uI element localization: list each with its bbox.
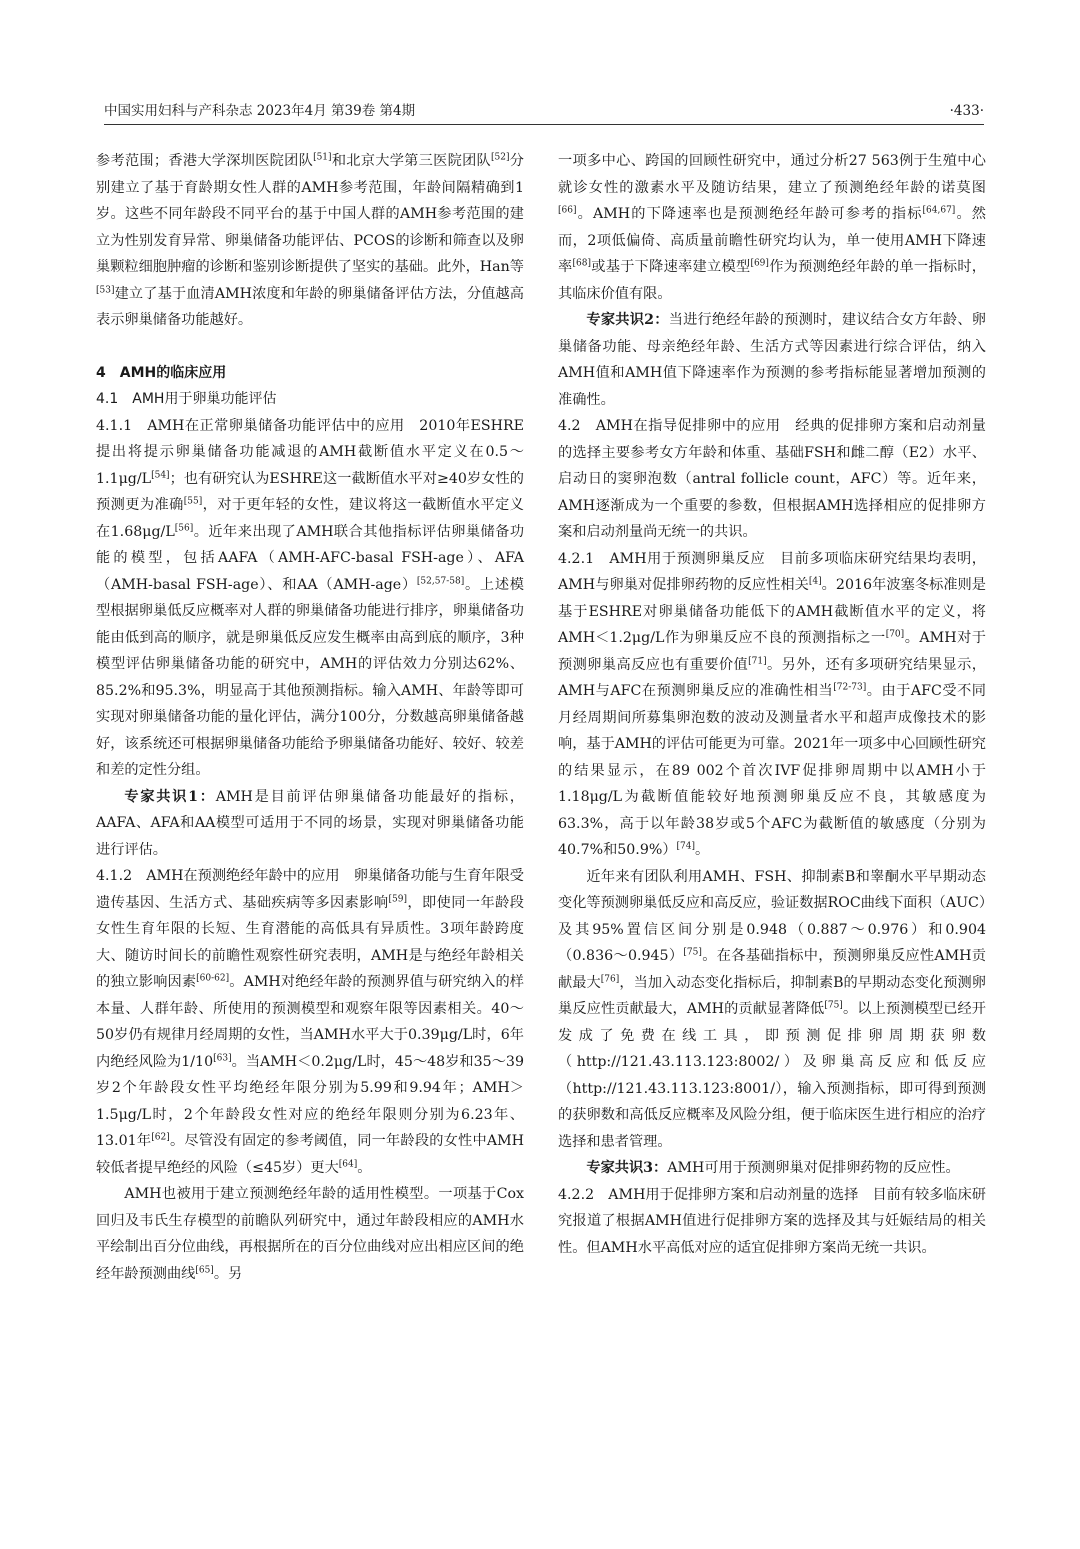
subsection-heading-4-2-2: 4.2.2 AMH用于促排卵方案和启动剂量的选择 (558, 1186, 859, 1203)
citation: [55] (183, 496, 203, 507)
page-number: ·433· (949, 103, 984, 119)
citation: [64,67] (922, 205, 956, 216)
citation: [66] (558, 205, 577, 216)
consensus-label: 专家共识3： (586, 1160, 668, 1176)
citation: [62] (151, 1132, 170, 1143)
citation: [71] (748, 655, 767, 666)
right-column (558, 148, 986, 1261)
running-header (104, 100, 984, 122)
citation: [63] (213, 1052, 232, 1063)
expert-consensus-3: 专家共识3：AMH可用于预测卵巢对促排卵药物的反应性。 (586, 1160, 960, 1176)
citation: [74] (676, 841, 696, 852)
citation: [76] (600, 973, 620, 984)
expert-consensus-1: 专家共识1：AMH是目前评估卵巢储备功能最好的指标，AAFA、AFA和AA模型可适用于不同的场景，实现对卵巢储备功能进行评估。 (96, 788, 524, 858)
subsection-heading-4-2-1: 4.2.1 AMH用于预测卵巢反应 (558, 550, 766, 567)
paragraph-reference-ranges: 参考范围；香港大学深圳医院团队[51]和北京大学第三医院团队[52]分别建立了基于育龄期女性人群的AMH参考范围，年龄间隔精确到1岁。这些不同年龄段不同平台的基于中国人群的AMH参考范围的建立为性别发育异常、卵巢储备功能评估、PCOS的诊断和筛查以及卵巢颗粒细胞肿瘤的诊断和鉴别诊断提供了坚实的基础。此外，Han等[53]建立了基于血清AMH浓度和年龄的卵巢储备评估方法，分值越高表示卵巢储备功能越好。 (96, 152, 524, 328)
citation: [51] (313, 152, 332, 163)
paragraph-4-1-2: 4.1.2 AMH在预测绝经年龄中的应用 卵巢储备功能与生育年限受遗传基因、生活方式、基础疾病等多因素影响[59]，即使同一年龄段女性生育年限的长短、生育潜能的高低具有异质性。3项年龄跨度大、随访时间长的前瞻性观察性研究表明，AMH是与绝经年龄相关的独立影响因素[60-62]。AMH对绝经年龄的预测界值与研究纳入的样本量、人群年龄、所使用的预测模型和观察年限等因素相关。40～50岁仍有规律月经周期的女性，当AMH水平大于0.39μg/L时，6年内绝经风险为1/10[63]。当AMH＜0.2μg/L时，45～48岁和35～39岁2个年龄段女性平均绝经年限分别为5.99和9.94年；AMH＞1.5μg/L时，2个年龄段女性对应的绝经年限则分别为6.23年、13.01年[62]。尽管没有固定的参考阈值，同一年龄段的女性中AMH较低者提早绝经的风险（≤45岁）更大[64]。 (96, 868, 524, 1176)
citation: [52] (491, 152, 510, 163)
citation: [72-73] (833, 682, 867, 693)
consensus-label: 专家共识1： (124, 788, 216, 805)
citation: [56] (174, 522, 194, 533)
section-heading-4-2: 4.2 AMH在指导促排卵中的应用 (558, 418, 781, 434)
citation: [53] (96, 284, 115, 295)
citation: [75] (683, 947, 702, 958)
section-heading-4-1: 4.1 AMH用于卵巢功能评估 (96, 391, 277, 407)
paragraph-menopause-model: AMH也被用于建立预测绝经年龄的适用性模型。一项基于Cox回归及韦氏生存模型的前瞻队列研究中，通过年龄段相应的AMH水平绘制出百分位曲线，再根据所在的百分位曲线对应出相应区间的绝经年龄预测曲线[65]。另 (96, 1186, 524, 1282)
citation: [59] (388, 893, 407, 904)
header-rule (104, 124, 984, 125)
left-column (96, 148, 524, 1287)
paragraph-menopause-continued: 一项多中心、跨国的回顾性研究中，通过分析27 563例于生殖中心就诊女性的激素水平及随访结果，建立了预测绝经年龄的诺莫图[66]。AMH的下降速率也是预测绝经年龄可参考的指标[64,67]。然而，2项低偏倚、高质量前瞻性研究均认为，单一使用AMH下降速率[68]或基于下降速率建立模型[69]作为预测绝经年龄的单一指标时，其临床价值有限。 (558, 153, 986, 302)
subsection-heading-4-1-1: 4.1.1 AMH在正常卵巢储备功能评估中的应用 (96, 417, 405, 434)
paragraph-4-2: 4.2 AMH在指导促排卵中的应用 经典的促排卵方案和启动剂量的选择主要参考女方年龄和体重、基础FSH和雌二醇（E2）水平、启动日的窦卵泡数（antral follicle count，AFC）等。近年来，AMH逐渐成为一个重要的参数，但根据AMH选择相应的促排卵方案和启动剂量尚无统一的共识。 (558, 418, 986, 540)
paragraph-prediction-tools: 近年来有团队利用AMH、FSH、抑制素B和睾酮水平早期动态变化等预测卵巢低反应和高反应，验证数据ROC曲线下面积（AUC）及其95%置信区间分别是0.948（0.887～0.976）和0.904（0.836～0.945）[75]。在各基础指标中，预测卵巢反应性AMH贡献最大[76]，当加入动态变化指标后，抑制素B的早期动态变化预测卵巢反应性贡献最大，AMH的贡献显著降低[75]。以上预测模型已经开发成了免费在线工具，即预测促排卵周期获卵数（http://121.43.113.123:8002/）及卵巢高反应和低反应（http://121.43.113.123:8001/），输入预测指标，即可得到预测的获卵数和高低反应概率及风险分组，便于临床医生进行相应的治疗选择和患者管理。 (558, 868, 987, 1150)
citation: [70] (885, 629, 905, 640)
citation: [64] (338, 1158, 358, 1169)
citation: [65] (195, 1264, 214, 1275)
consensus-label: 专家共识2： (586, 312, 669, 328)
citation: [4] (808, 576, 822, 587)
expert-consensus-2: 专家共识2：当进行绝经年龄的预测时，建议结合女方年龄、卵巢储备功能、母亲绝经年龄、生活方式等因素进行综合评估，纳入AMH值和AMH值下降速率作为预测的参考指标能显著增加预测的准确性。 (558, 312, 986, 408)
journal-info: 中国实用妇科与产科杂志 2023年4月 第39卷 第4期 (104, 103, 416, 119)
paragraph-4-2-1: 4.2.1 AMH用于预测卵巢反应 目前多项临床研究结果均表明，AMH与卵巢对促排卵药物的反应性相关[4]。2016年波塞冬标准则是基于ESHRE对卵巢储备功能低下的AMH截断值水平的定义，将AMH＜1.2μg/L作为卵巢反应不良的预测指标之一[70]。AMH对于预测卵巢高反应也有重要价值[71]。另外，还有多项研究结果显示，AMH与AFC在预测卵巢反应的准确性相当[72-73]。由于AFC受不同月经周期间所募集卵泡数的波动及测量者水平和超声成像技术的影响，基于AMH的评估可能更为可靠。2021年一项多中心回顾性研究的结果显示，在89 002个首次IVF促排卵周期中以AMH小于1.18μg/L为截断值能较好地预测卵巢反应不良，其敏感度为63.3%，高于以年龄38岁或5个AFC为截断值的敏感度（分别为40.7%和50.9%）[74]。 (558, 550, 986, 858)
paragraph-4-1-1: 4.1.1 AMH在正常卵巢储备功能评估中的应用 2010年ESHRE提出将提示卵巢储备功能减退的AMH截断值水平定义在0.5～1.1μg/L[54]；也有研究认为ESHRE这一截断值水平对≥40岁女性的预测更为准确[55]，对于更年轻的女性，建议将这一截断值水平定义在1.68μg/L[56]。近年来出现了AMH联合其他指标评估卵巢储备功能的模型，包括AAFA（AMH-AFC-basal FSH-age）、AFA（AMH-basal FSH-age）、和AA（AMH-age）[52,57-58]。上述模型根据卵巢低反应概率对人群的卵巢储备功能进行排序，卵巢储备功能由低到高的顺序，就是卵巢低反应发生概率由高到底的顺序，3种模型评估卵巢储备功能的研究中，AMH的评估效力分别达62%、85.2%和95.3%，明显高于其他预测指标。输入AMH、年龄等即可实现对卵巢储备功能的量化评估，满分100分，分数越高卵巢储备越好，该系统还可根据卵巢储备功能给予卵巢储备功能好、较好、较差和差的定性分组。 (96, 417, 525, 778)
citation: [52,57-58] (416, 575, 465, 586)
citation: [68] (572, 258, 591, 269)
citation: [60-62] (196, 973, 230, 984)
citation: [75] (824, 1000, 843, 1011)
paragraph-4-2-2: 4.2.2 AMH用于促排卵方案和启动剂量的选择 目前有较多临床研究报道了根据AMH值进行促排卵方案的选择及其与妊娠结局的相关性。但AMH水平高低对应的适宜促排卵方案尚无统一共识。 (558, 1186, 986, 1256)
subsection-heading-4-1-2: 4.1.2 AMH在预测绝经年龄中的应用 (96, 868, 340, 884)
citation: [54] (151, 469, 170, 480)
section-heading-4: 4 AMH的临床应用 (96, 364, 227, 381)
spacer (96, 334, 524, 360)
citation: [69] (750, 258, 769, 269)
